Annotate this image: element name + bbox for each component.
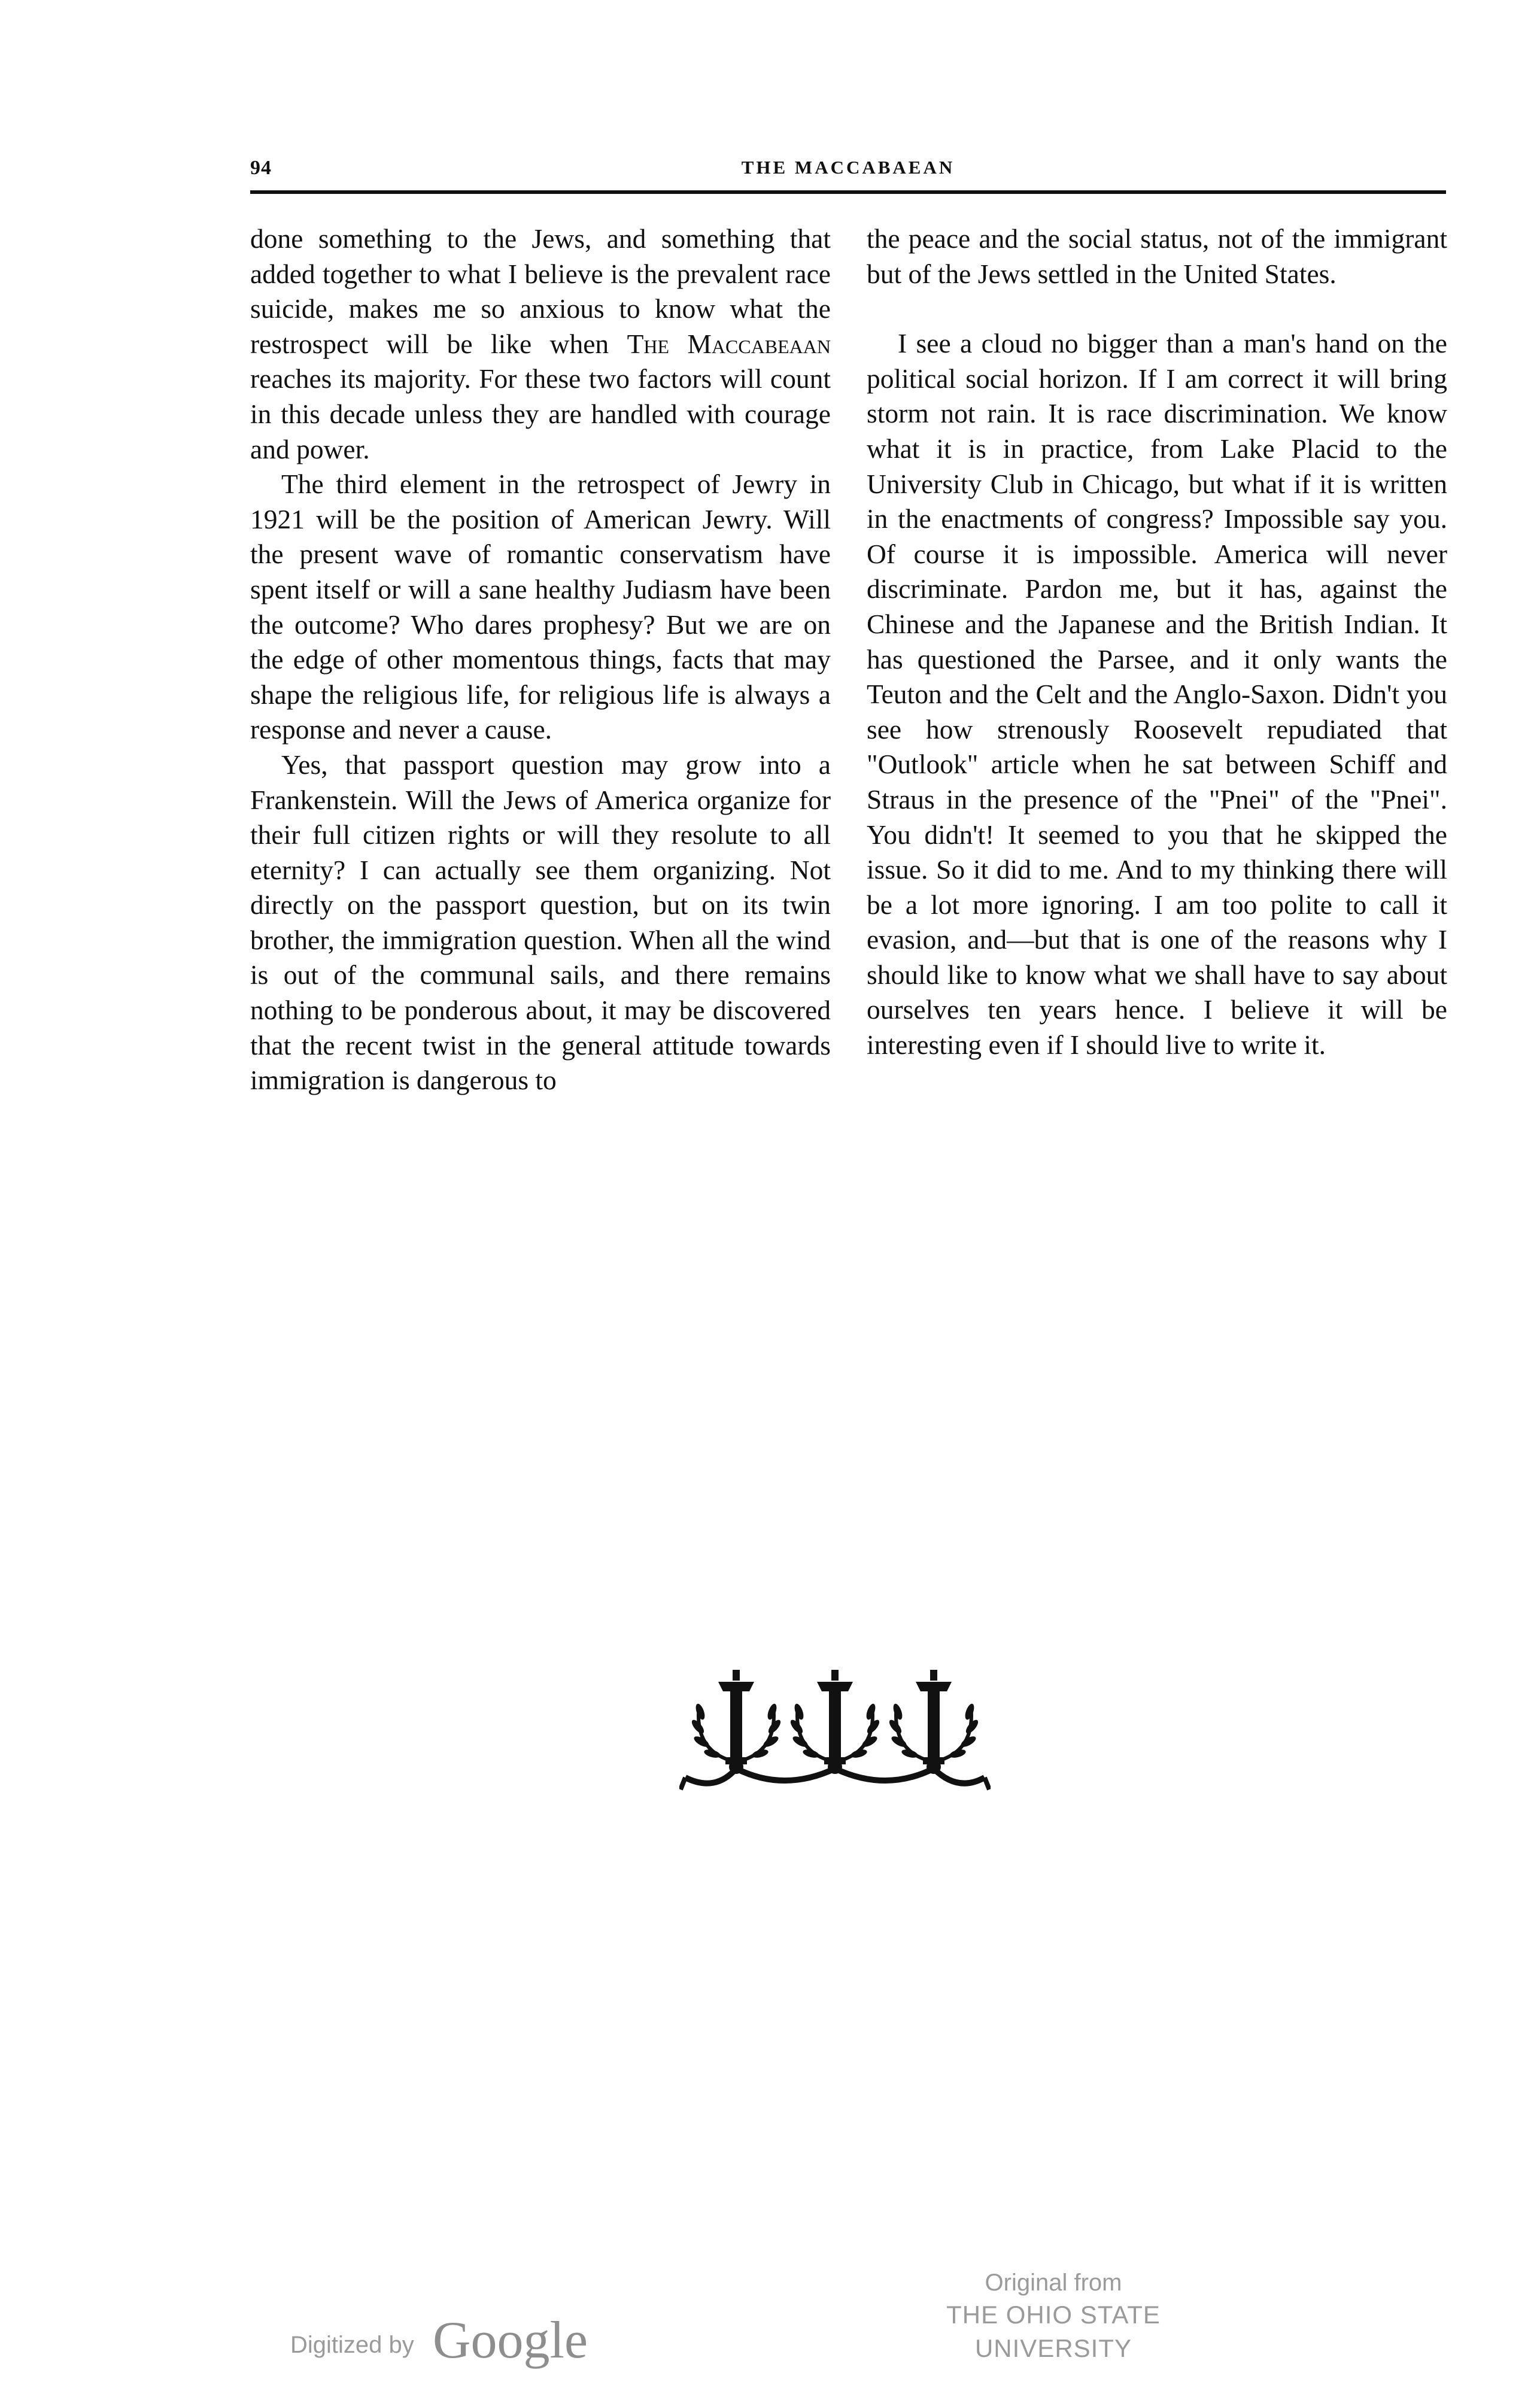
torches-ornament-icon	[679, 1664, 991, 1801]
left-column	[250, 221, 831, 1098]
magazine-name: The Maccabeaan	[627, 328, 831, 359]
header-rule	[250, 190, 1446, 194]
digitized-watermark	[290, 2310, 709, 2369]
running-title: THE MACCABAEAN	[741, 157, 955, 178]
origin-watermark	[874, 2267, 1233, 2365]
left-p1-text-b: reaches its majority. For these two factors will count in this decade unless they are handled with courage and power.	[250, 363, 831, 464]
original-from-text: Original from	[985, 2270, 1122, 2296]
page-number: 94	[250, 157, 272, 179]
right-paragraph-1: the peace and the social status, not of the immigrant but of the Jews settled in the United States.	[867, 223, 1447, 289]
left-p1-text-a: done something to the Jews, and something that added together to what I believe is the prevalent race suicide, makes me so anxious to know what the restrospect will be like when	[250, 223, 831, 359]
left-paragraph-2: The third element in the retrospect of Jewry in 1921 will be the position of American Jewry. Will the present wave of romantic conservatism have spent itself or will a sane healthy Judiasm have been the outcome? Who dares prophesy? But we are on the edge of other momentous things, facts that may shape the religious life, for religious life is always a response and never a cause.	[250, 469, 831, 745]
right-paragraph-2: I see a cloud no bigger than a man's hand on the political social horizon. If I am correct it will bring storm not rain. It is race discrimination. We know what it is in practice, from Lake Placid to the University Club in Chicago, but what if it is written in the enactments of congress? Impossible say you. Of course it is impossible. America will never discriminate. Pardon me, but it has, against the Chinese and the Japanese and the British Indian. It has questioned the Parsee, and it only wants the Teuton and the Celt and the Anglo-Saxon. Didn't you see how strenously Roosevelt repudiated that "Outlook" article when he sat between Schiff and Straus in the presence of the "Pnei" of the "Pnei". You didn't! It seemed to you that he skipped the issue. So it did to me. And to my thinking there will be a lot more ignoring. I am too polite to call it evasion, and—but that is one of the reasons why I should like to know what we shall have to say about ourselves ten years hence. I believe it will be interesting even if I should live to write it.	[867, 328, 1447, 1061]
page-header	[250, 157, 1446, 193]
digitized-by-text: Digitized by	[290, 2332, 414, 2358]
left-paragraph-1	[250, 221, 831, 467]
left-paragraph-3: Yes, that passport question may grow into a Frankenstein. Will the Jews of America organize for their full citizen rights or will they resolute to all eternity? I can actually see them organizing. Not directly on the passport question, but on its twin brother, the immigration question. When all the wind is out of the communal sails, and there remains nothing to be ponderous about, it may be discovered that the recent twist in the general attitude towards immigration is dangerous to	[250, 749, 831, 1096]
institution-name: THE OHIO STATE UNIVERSITY	[946, 2301, 1161, 2362]
right-column	[867, 221, 1447, 1063]
google-logo: Google	[433, 2311, 588, 2369]
